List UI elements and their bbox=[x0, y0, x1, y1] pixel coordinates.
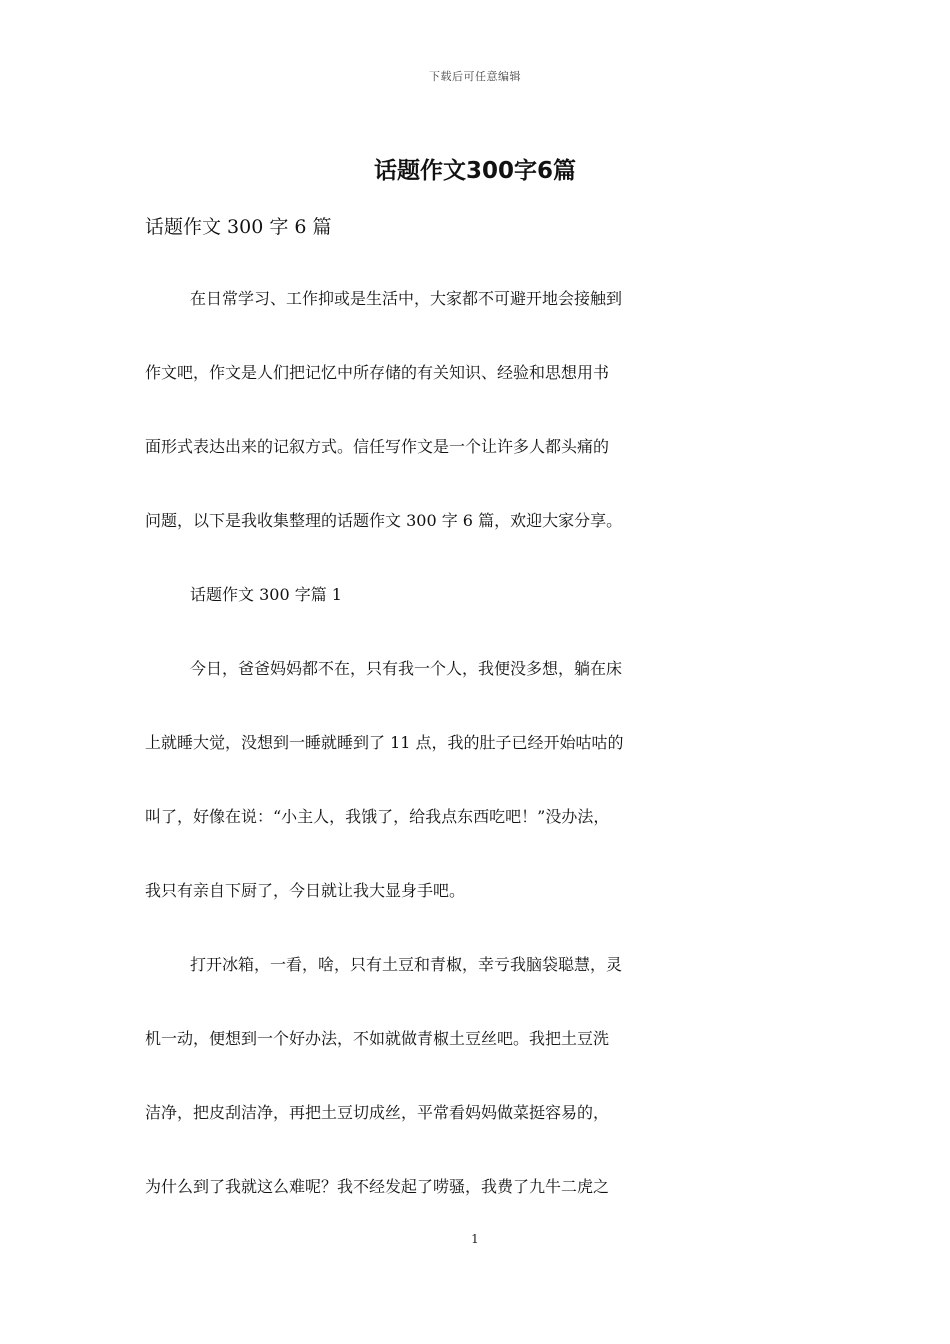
section-heading-line: 话题作文 300 字篇 1 bbox=[190, 585, 342, 604]
paragraph-line: 我只有亲自下厨了，今日就让我大显身手吧。 bbox=[145, 881, 466, 900]
paragraph-3 bbox=[145, 952, 811, 1248]
document-subtitle: 话题作文 300 字 6 篇 bbox=[145, 216, 332, 238]
paragraph-line: 作文吧，作文是人们把记忆中所存储的有关知识、经验和思想用书 bbox=[145, 363, 610, 382]
document-title: 话题作文300字6篇 bbox=[373, 158, 576, 184]
paragraph-line: 面形式表达出来的记叙方式。信任写作文是一个让许多人都头痛的 bbox=[145, 437, 610, 456]
paragraph-line: 机一动，便想到一个好办法，不如就做青椒土豆丝吧。我把土豆洗 bbox=[145, 1029, 610, 1048]
paragraph-line: 问题，以下是我收集整理的话题作文 300 字 6 篇，欢迎大家分享。 bbox=[145, 511, 623, 530]
paragraph-2 bbox=[145, 656, 811, 952]
paragraph-line: 打开冰箱，一看，啥，只有土豆和青椒，幸亏我脑袋聪慧，灵 bbox=[190, 955, 623, 974]
paragraph-line: 为什么到了我就这么难呢？我不经发起了唠骚，我费了九牛二虎之 bbox=[145, 1177, 610, 1196]
paragraph-line: 在日常学习、工作抑或是生活中，大家都不可避开地会接触到 bbox=[190, 289, 623, 308]
document-body bbox=[145, 286, 811, 1248]
page-number: 1 bbox=[471, 1232, 479, 1246]
paragraph-line: 叫了，好像在说：“小主人，我饿了，给我点东西吃吧！”没办法， bbox=[145, 807, 610, 826]
paragraph-line: 洁净，把皮刮洁净，再把土豆切成丝，平常看妈妈做菜挺容易的， bbox=[145, 1103, 610, 1122]
paragraph-line: 上就睡大觉，没想到一睡就睡到了 11 点，我的肚子已经开始咕咕的 bbox=[145, 733, 624, 752]
page-header-note: 下载后可任意编辑 bbox=[429, 70, 521, 83]
paragraph-1 bbox=[145, 286, 811, 582]
paragraph-line: 今日，爸爸妈妈都不在，只有我一个人，我便没多想，躺在床 bbox=[190, 659, 623, 678]
